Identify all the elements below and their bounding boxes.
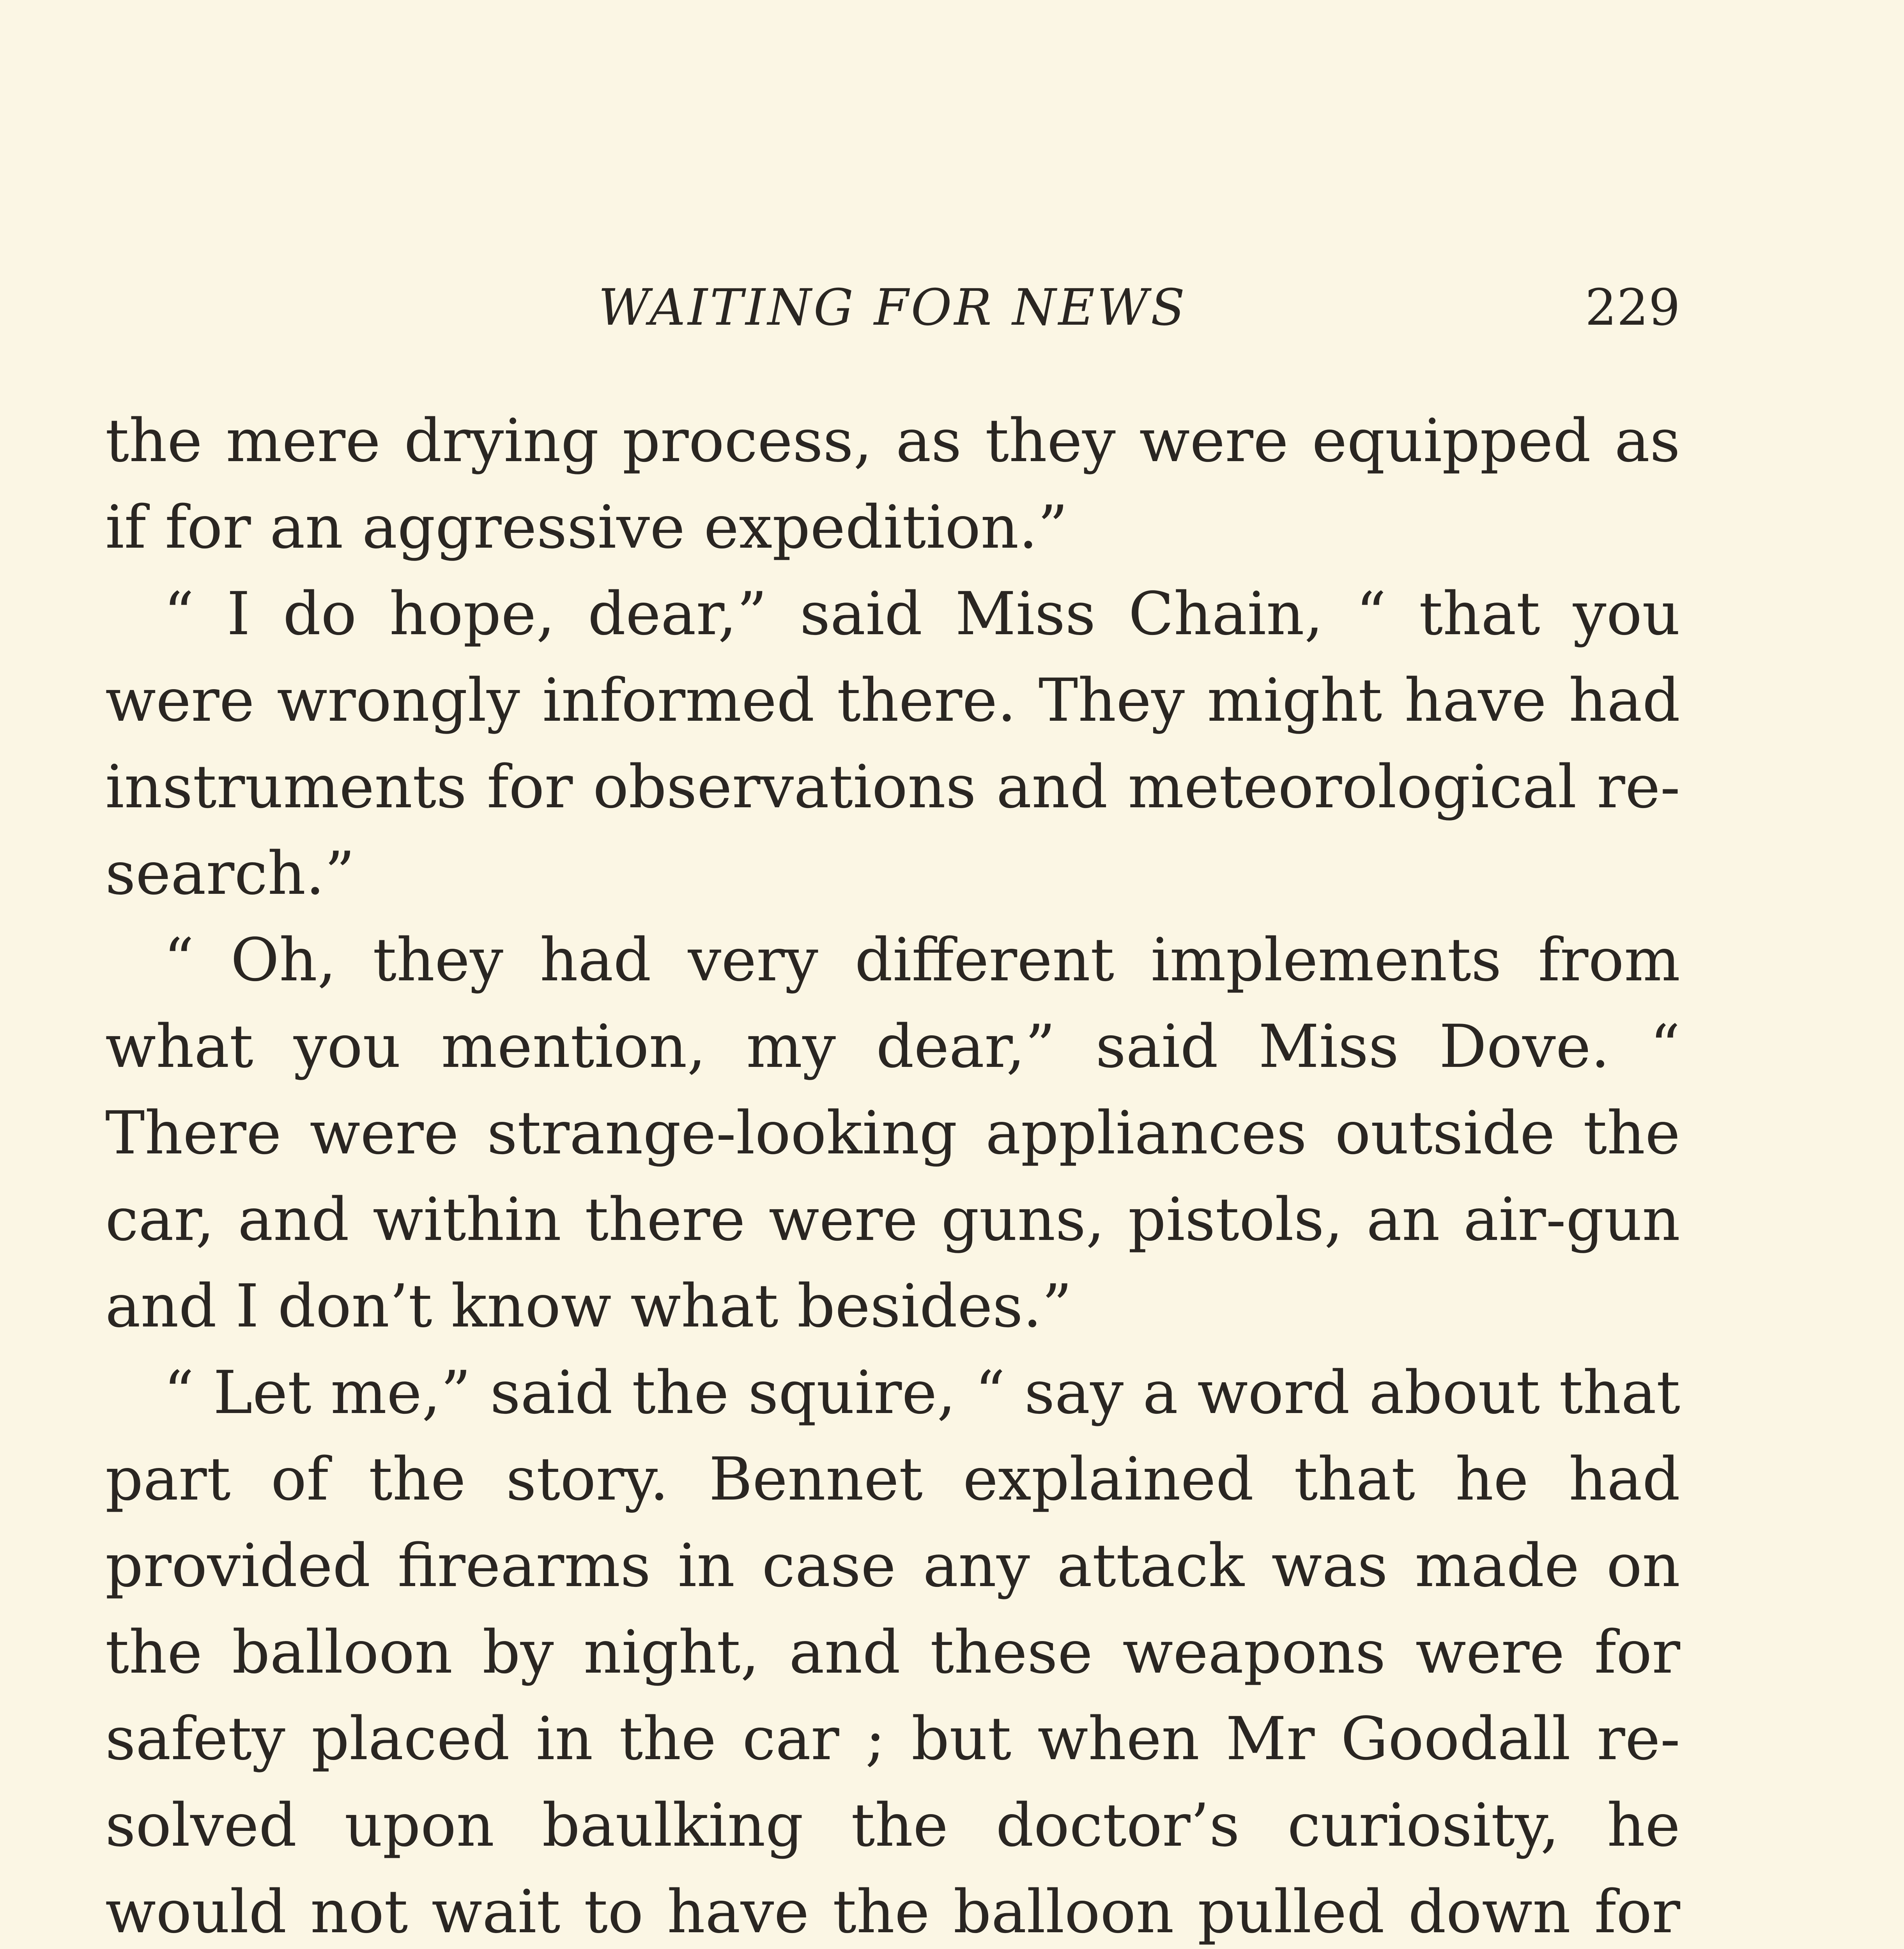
- running-head: [105, 269, 1680, 347]
- paragraph-2: “ I do hope, dear,” said Miss Chain, “ that you were wrongly informed there. They might have had instruments for observations and meteorological research.”: [105, 579, 1680, 908]
- paragraph-1: the mere drying process, as they were equipped as if for an aggressive expedition.”: [105, 406, 1680, 562]
- page-number: 229: [1585, 279, 1680, 337]
- paragraph-4: “ Let me,” said the squire, “ say a word about that part of the story. Bennet explained that he had provided firearms in case any attack was made on the balloon by night, and these weapons were for safety placed in the car ; but when Mr Goodall resolved upon baulking the doctor’s curiosity, he would not wait to have the balloon pulled down for: [105, 1358, 1680, 1946]
- running-title: WAITING FOR NEWS: [598, 279, 1187, 337]
- body-text: [105, 398, 1680, 1949]
- paragraph-3: “ Oh, they had very different implements from what you mention, my dear,” said Miss Dove. “ There were strange-looking appliances outside the car, and within there were guns, pistols, an air-gun and I don’t know what besides.”: [105, 925, 1680, 1341]
